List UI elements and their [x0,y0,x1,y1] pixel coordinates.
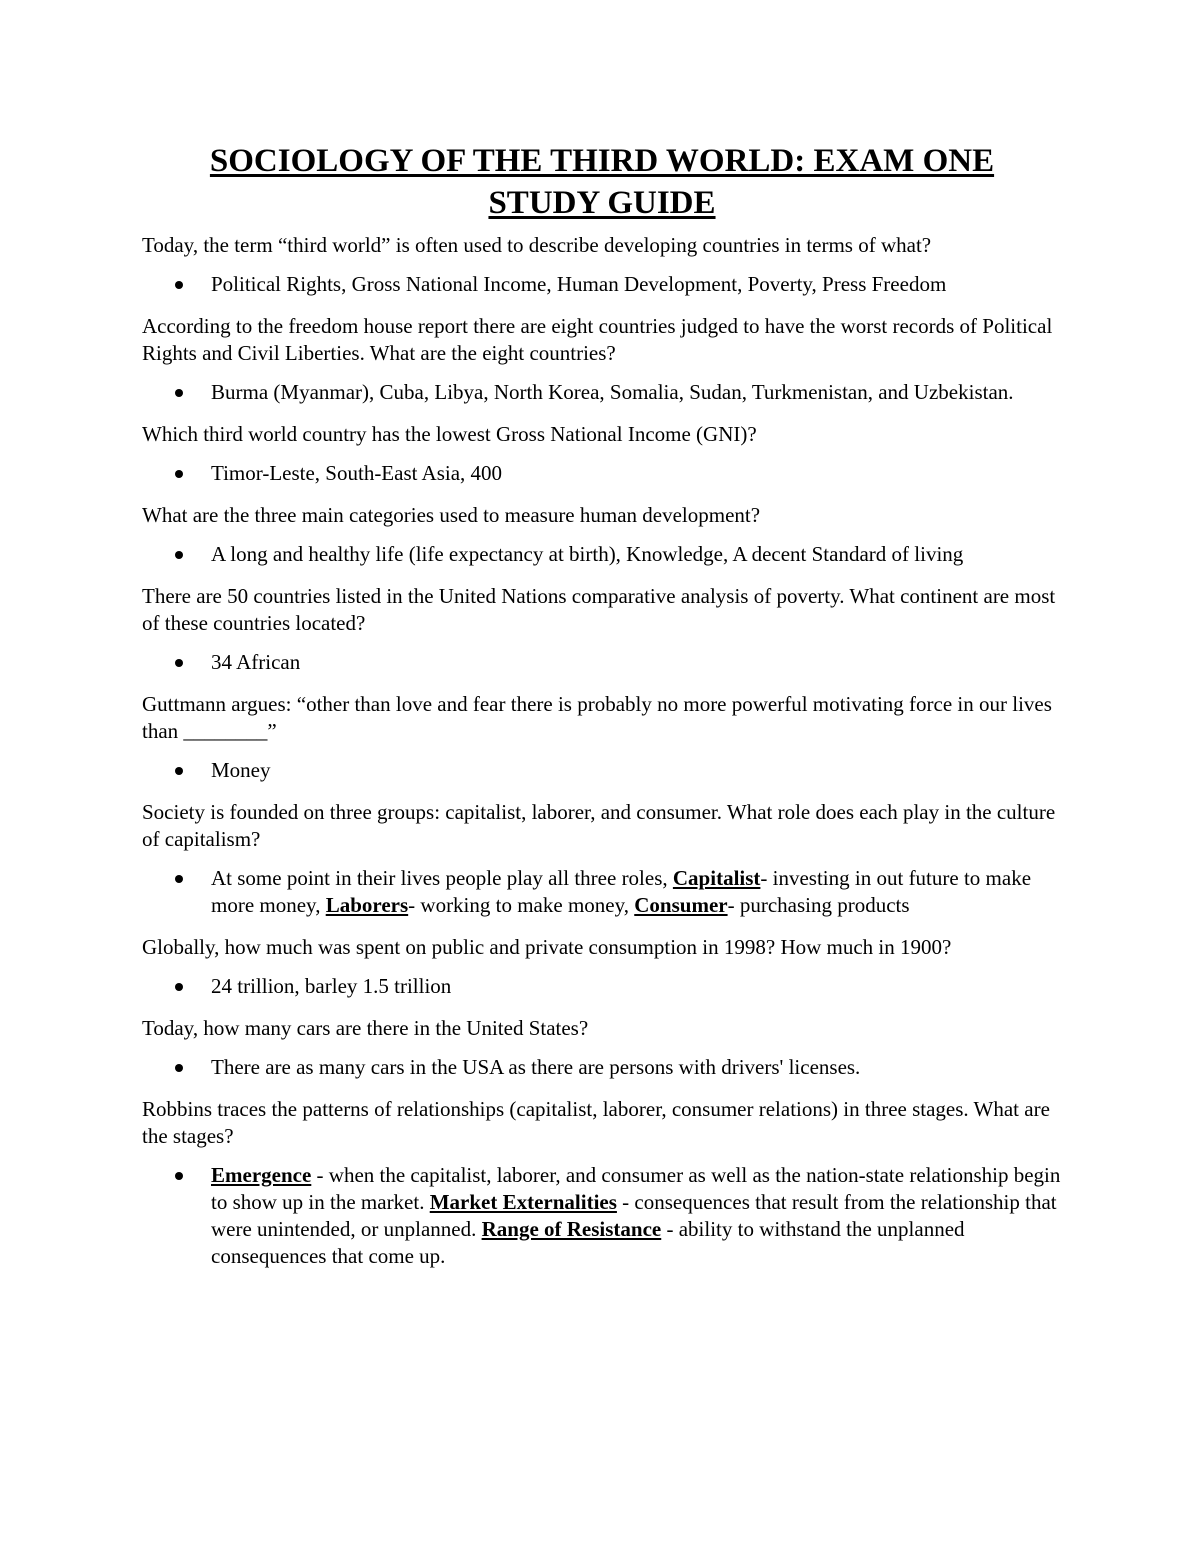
answer [142,865,1062,919]
answer [142,271,1062,298]
bullet-icon [175,875,183,883]
qa-item [142,502,1062,568]
qa-item [142,691,1062,784]
answer [142,1162,1062,1270]
answer-text: Money [211,758,271,782]
answer-text: Timor-Leste, South-East Asia, 400 [211,461,503,485]
answer-text: A long and healthy life (life expectancy at birth), Knowledge, A decent Standard of living [211,542,964,566]
qa-item [142,1015,1062,1081]
answer-list [142,1054,1062,1081]
question: There are 50 countries listed in the United Nations comparative analysis of poverty. What continent are most of these countries located? [142,584,1056,635]
answer-list [142,271,1062,298]
qa-item [142,583,1062,676]
qa-item [142,421,1062,487]
question: Today, the term “third world” is often used to describe developing countries in terms of what? [142,233,932,257]
question: Guttmann argues: “other than love and fear there is probably no more powerful motivating force in our lives than ________” [142,692,1052,743]
answer [142,379,1062,406]
bullet-icon [175,389,183,397]
answer-intro: At some point in their lives people play all three roles, [211,866,673,890]
qa-item [142,313,1062,406]
question: According to the freedom house report there are eight countries judged to have the worst records of Political Rights and Civil Liberties. What are the eight countries? [142,314,1053,365]
bullet-icon [175,281,183,289]
bullet-icon [175,659,183,667]
question: Which third world country has the lowest Gross National Income (GNI)? [142,422,757,446]
term-description: - working to make money, [408,893,635,917]
answer-list [142,865,1062,919]
document-title [142,140,1062,224]
bullet-icon [175,767,183,775]
answer-list [142,379,1062,406]
term-description: - consequences that result from the relationship that were unintended, or unplanned. [211,1190,1057,1241]
qa-item [142,799,1062,919]
term-emergence: Emergence [211,1163,312,1187]
question: Society is founded on three groups: capitalist, laborer, and consumer. What role does each play in the culture of capitalism? [142,800,1056,851]
answer [142,1054,1062,1081]
answer-list [142,1162,1062,1270]
answer [142,541,1062,568]
answer-text: There are as many cars in the USA as there are persons with drivers' licenses. [211,1055,861,1079]
term-capitalist: Capitalist [672,866,761,890]
question: What are the three main categories used to measure human development? [142,503,761,527]
answer-text: 34 African [211,650,301,674]
qa-item [142,232,1062,298]
qa-item [142,1096,1062,1270]
term-description: - purchasing products [727,893,910,917]
bullet-icon [175,1064,183,1072]
answer-list [142,757,1062,784]
answer-list [142,973,1062,1000]
answer-text: Political Rights, Gross National Income, Human Development, Poverty, Press Freedom [211,272,947,296]
answer-text: Burma (Myanmar), Cuba, Libya, North Korea, Somalia, Sudan, Turkmenistan, and Uzbekistan. [211,380,1014,404]
answer-list [142,649,1062,676]
bullet-icon [175,983,183,991]
answer-list [142,460,1062,487]
answer [142,973,1062,1000]
term-laborers: Laborers [325,893,409,917]
question: Today, how many cars are there in the United States? [142,1016,589,1040]
question: Robbins traces the patterns of relationships (capitalist, laborer, consumer relations) in three stages. What are the stages? [142,1097,1050,1148]
title-line-1: SOCIOLOGY OF THE THIRD WORLD: EXAM ONE [209,143,995,179]
term-description: - ability to withstand the unplanned consequences that come up. [211,1217,965,1268]
answer-list [142,541,1062,568]
document-page [142,140,1062,1285]
term-range-of-resistance: Range of Resistance [481,1217,662,1241]
answer [142,460,1062,487]
term-description: - investing in out future to make more money, [211,866,1032,917]
title-line-2: STUDY GUIDE [488,185,716,221]
answer [142,757,1062,784]
qa-item [142,934,1062,1000]
question: Globally, how much was spent on public and private consumption in 1998? How much in 1900? [142,935,952,959]
term-market-externalities: Market Externalities [429,1190,617,1214]
answer-text: 24 trillion, barley 1.5 trillion [211,974,452,998]
term-description: - when the capitalist, laborer, and consumer as well as the nation-state relationship begin to show up in the market. [211,1163,1061,1214]
bullet-icon [175,551,183,559]
term-consumer: Consumer [634,893,728,917]
bullet-icon [175,1172,183,1180]
answer [142,649,1062,676]
bullet-icon [175,470,183,478]
